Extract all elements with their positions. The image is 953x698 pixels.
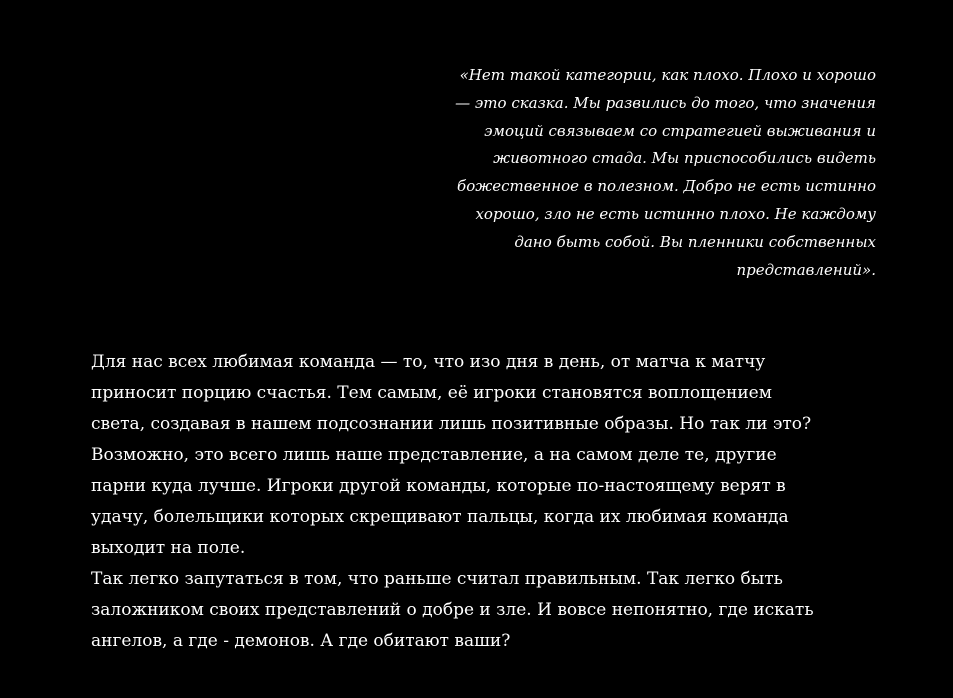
body-line: выходит на поле. [91,538,246,558]
body-line: Для нас всех любимая команда — то, что изо дня в день, от матча к матчу [91,352,766,372]
body-line: приносит порцию счастья. Тем самым, её игроки становятся воплощением [91,383,772,403]
body-line: Возможно, это всего лишь наше представление, а на самом деле те, другие [91,445,777,465]
body-line: ангелов, а где - демонов. А где обитают ваши? [91,631,511,651]
epigraph-line: представлений». [736,260,876,279]
body-paragraphs [91,347,891,657]
epigraph-quote [400,62,876,284]
body-line: Так легко запутаться в том, что раньше считал правильным. Так легко быть [91,569,783,589]
body-line: парни куда лучше. Игроки другой команды, которые по-настоящему верят в [91,476,786,496]
body-line: удачу, болельщики которых скрещивают пальцы, когда их любимая команда [91,507,789,527]
epigraph-line: хорошо, зло не есть истинно плохо. Не каждому [475,204,876,223]
epigraph-line: эмоций связываем со стратегией выживания и [484,121,876,140]
epigraph-line: — это сказка. Мы развились до того, что значения [455,93,876,112]
epigraph-line: дано быть собой. Вы пленники собственных [514,232,876,251]
epigraph-line: божественное в полезном. Добро не есть истинно [457,177,876,196]
body-line: заложником своих представлений о добре и зле. И вовсе непонятно, где искать [91,600,814,620]
epigraph-line: животного стада. Мы приспособились видеть [493,149,876,168]
body-line: света, создавая в нашем подсознании лишь позитивные образы. Но так ли это? [91,414,812,434]
epigraph-line: «Нет такой категории, как плохо. Плохо и хорошо [459,66,876,84]
